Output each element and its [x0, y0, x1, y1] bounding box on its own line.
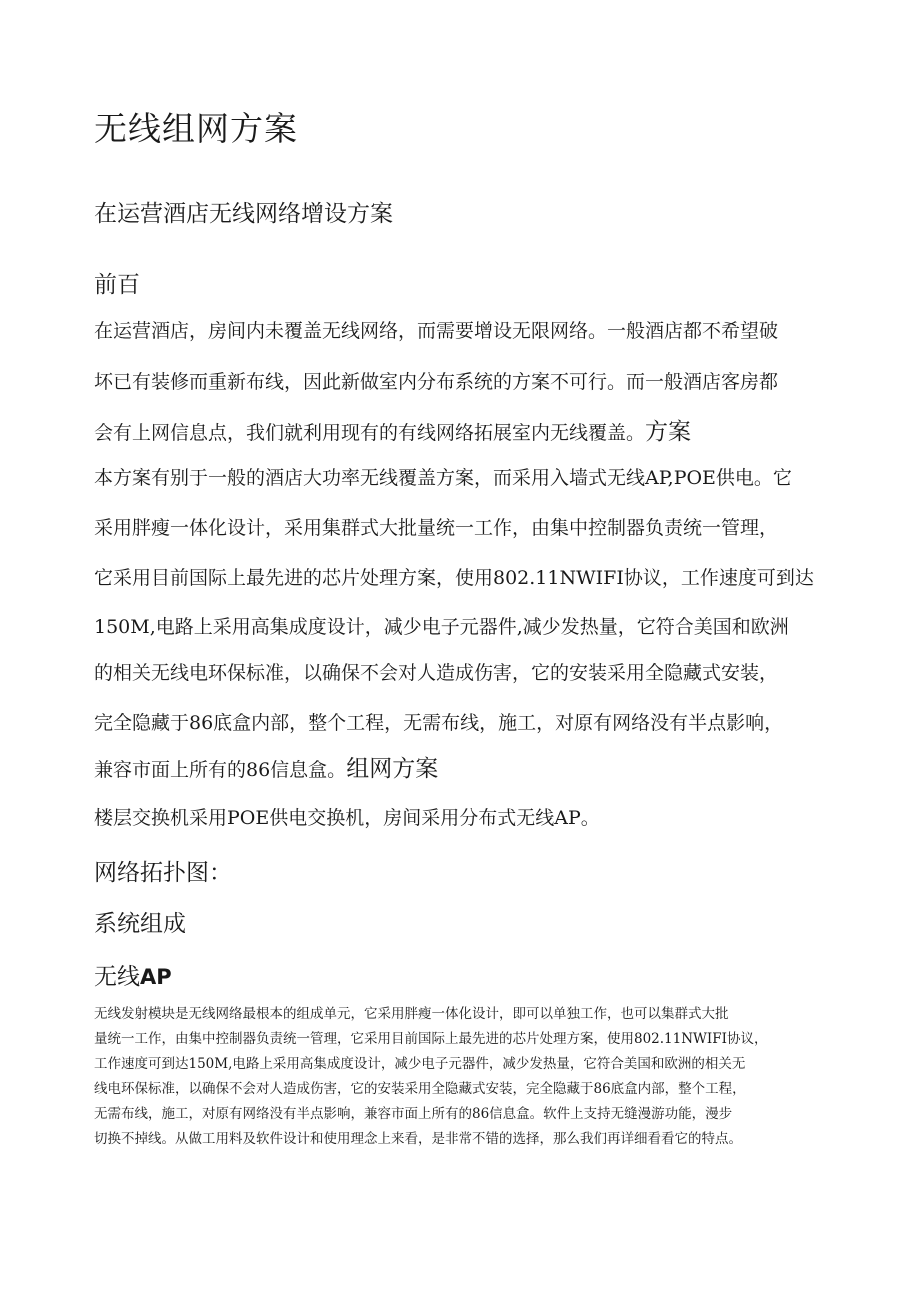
ap-heading-prefix: 无线 [94, 964, 140, 990]
ap-heading-suffix: AP [140, 965, 172, 989]
scheme-line [94, 757, 438, 783]
foreword-line: 坏已有装修而重新布线，因此新做室内分布系统的方案不可行。而一般酒店客房都 [94, 371, 779, 393]
scheme-line: 它采用目前国际上最先进的芯片处理方案，使用802.11NWIFI协议，工作速度可到达 [94, 567, 814, 589]
scheme-heading: 方案 [645, 419, 692, 445]
topology-heading: 网络拓扑图： [94, 860, 232, 886]
ap-description-line: 工作速度可到达150M,电路上采用高集成度设计，减少电子元器件，减少发热量，它符合美国和欧洲的相关无 [94, 1056, 746, 1072]
scheme-line: 的相关无线电环保标准，以确保不会对人造成伤害，它的安装采用全隐藏式安装， [94, 662, 779, 684]
foreword-heading: 前百 [94, 272, 140, 298]
ap-description-line: 切换不掉线。从做工用料及软件设计和使用理念上来看，是非常不错的选择，那么我们再详细看看它的特点。 [94, 1131, 742, 1147]
scheme-line: 本方案有别于一般的酒店大功率无线覆盖方案，而采用入墙式无线AP,POE供电。它 [94, 467, 792, 489]
foreword-line-text: 会有上网信息点，我们就利用现有的有线网络拓展室内无线覆盖。 [94, 422, 646, 444]
ap-description-line: 无需布线，施工，对原有网络没有半点影响，兼容市面上所有的86信息盒。软件上支持无缝漫游功能，漫步 [94, 1106, 733, 1122]
scheme-line-text: 兼容市面上所有的86信息盒。 [94, 759, 347, 781]
ap-description [94, 1002, 834, 1152]
scheme-line: 150M,电路上采用高集成度设计，减少电子元器件,减少发热量，它符合美国和欧洲 [94, 616, 789, 638]
foreword-line: 在运营酒店，房间内未覆盖无线网络，而需要增设无限网络。一般酒店都不希望破 [94, 320, 779, 342]
ap-description-line: 量统一工作，由集中控制器负责统一管理，它采用目前国际上最先进的芯片处理方案，使用802.11NWIFI协议， [94, 1031, 768, 1047]
network-line: 楼层交换机采用POE供电交换机，房间采用分布式无线AP。 [94, 807, 600, 829]
ap-description-line: 无线发射模块是无线网络最根本的组成单元，它采用胖瘦一体化设计，即可以单独工作，也可以集群式大批 [94, 1006, 729, 1022]
network-heading: 组网方案 [346, 756, 439, 782]
document-title: 无线组网方案 [94, 109, 298, 148]
scheme-line: 采用胖瘦一体化设计，采用集群式大批量统一工作，由集中控制器负责统一管理， [94, 517, 779, 539]
ap-heading [94, 961, 172, 993]
scheme-line: 完全隐藏于86底盒内部，整个工程，无需布线，施工，对原有网络没有半点影响， [94, 712, 784, 734]
ap-description-line: 线电环保标准，以确保不会对人造成伤害，它的安装采用全隐藏式安装，完全隐藏于86底盒内部，整个工程， [94, 1081, 746, 1097]
system-heading: 系统组成 [94, 911, 186, 937]
foreword-line [94, 420, 691, 446]
document-subtitle: 在运营酒店无线网络增设方案 [94, 201, 393, 227]
